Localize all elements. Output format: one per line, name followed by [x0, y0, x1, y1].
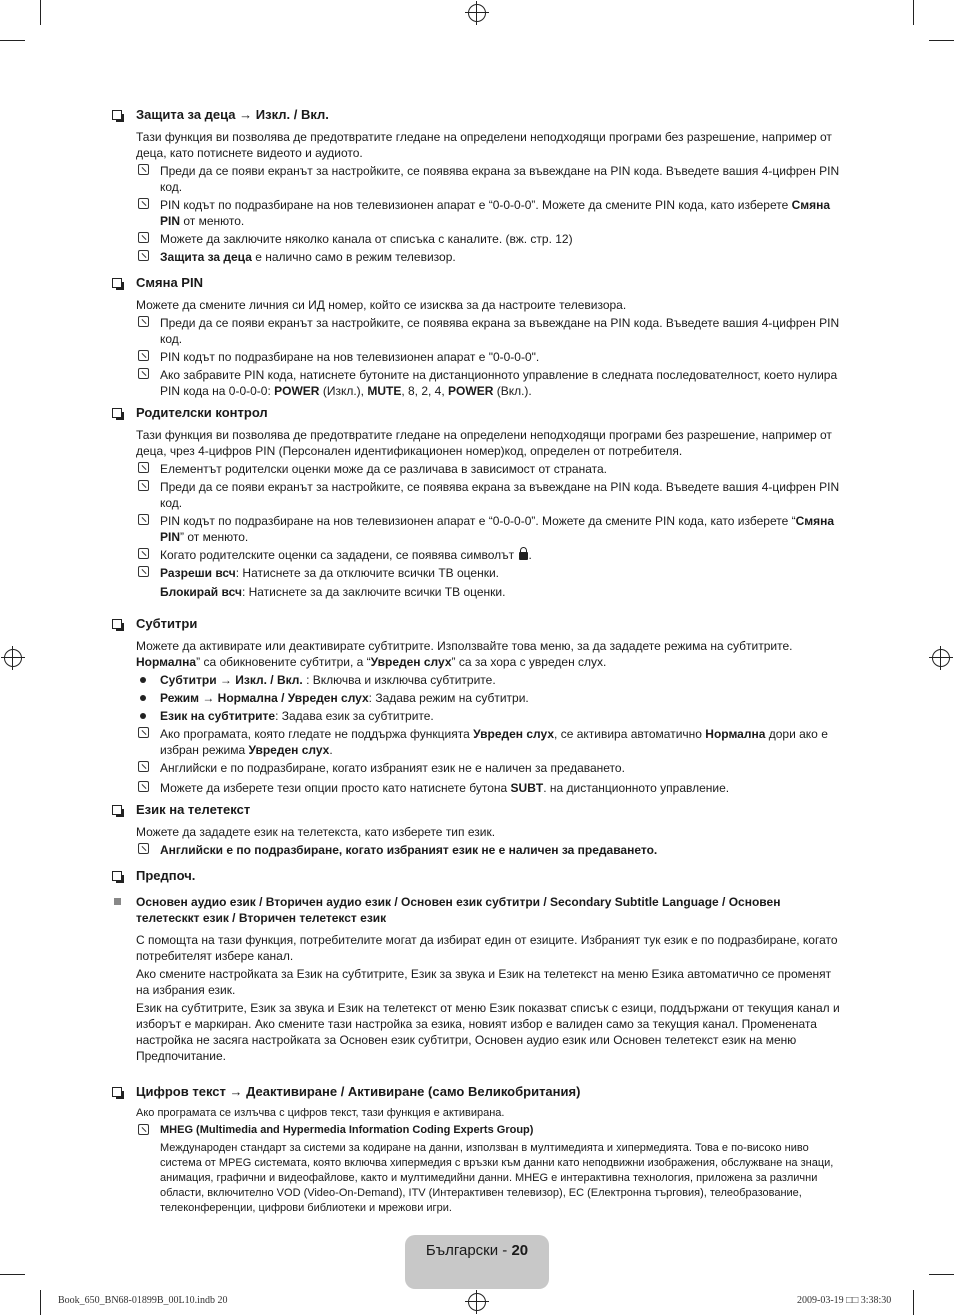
- bullet-icon: [140, 713, 146, 719]
- crop-mark: [929, 1274, 954, 1275]
- note-continuation: Блокирай всч: Натиснете за да заключите всички ТВ оценки.: [160, 585, 506, 599]
- note-icon: [138, 727, 149, 738]
- note-icon: [138, 164, 149, 175]
- note: PIN кодът по подразбиране на нов телевизионен апарат е “0-0-0-0”. Можете да смените PIN кода, като изберете Смяна PIN от менюто.: [110, 197, 845, 229]
- note-icon: [138, 368, 149, 379]
- section-title: Цифров текст → Деактивиране / Активиране (само Великобритания): [110, 1084, 845, 1100]
- note: Преди да се появи екранът за настройките, се появява екрана за въвеждане на PIN кода. Въведете вашия 4-цифрен PIN код.: [110, 163, 845, 195]
- checkbox-bullet-icon: [112, 408, 122, 418]
- note: Английски е по подразбиране, когато избраният език не е наличен за предаването.: [110, 842, 845, 858]
- footer-timestamp: 2009-03-19 □□ 3:38:30: [797, 1295, 892, 1306]
- section-description: Можете да смените личния си ИД номер, който се изисква за да настроите телевизора.: [136, 298, 627, 312]
- note-icon: [138, 232, 149, 243]
- bullet-item: Субтитри → Изкл. / Вкл. : Включва и изключва субтитрите.: [110, 672, 845, 688]
- section-description: Ако програмата се излъчва с цифров текст, тази функция е активирана.: [136, 1107, 505, 1119]
- crop-mark: [913, 0, 914, 25]
- note: PIN кодът по подразбиране на нов телевизионен апарат е "0-0-0-0".: [110, 349, 845, 365]
- note-description: Международен стандарт за системи за кодиране на данни, използван в мултимедията и хипермедията. Това е по-високо ниво система от MPEG системата, която включва хипермедия с връзки към данни като неподвижни изображения, обслужване на знаци, анимация, графични и видеофайлове, както и мултимедийни данни. MHEG е интерактивна технология, приложена за различни области, включително VOD (Video-On-Demand), ITV (Интерактивен телевизор), EC (Електронна търговия), телеобразование, телеконференции, цифрови библиотеки и мрежови игри.: [160, 1142, 834, 1214]
- checkbox-bullet-icon: [112, 619, 122, 629]
- section-title: Предпоч.: [110, 868, 845, 884]
- paragraph: С помощта на тази функция, потребителите могат да избират един от езиците. Избраният тук език е по подразбиране, когато потребителят избере канал.: [136, 933, 838, 963]
- checkbox-bullet-icon: [112, 278, 122, 288]
- crop-mark: [929, 40, 954, 41]
- note-icon: [138, 761, 149, 772]
- registration-mark-icon: [932, 649, 950, 667]
- note-icon: [138, 548, 149, 559]
- checkbox-bullet-icon: [112, 110, 122, 120]
- note: MHEG (Multimedia and Hypermedia Information Coding Experts Group): [110, 1123, 845, 1138]
- note: Английски е по подразбиране, когато избраният език не е наличен за предаването.: [110, 760, 845, 776]
- note-icon: [138, 781, 149, 792]
- note: Разреши всч: Натиснете за да отключите всички ТВ оценки.: [110, 565, 845, 581]
- registration-mark-icon: [468, 4, 486, 22]
- note: Елементът родителски оценки може да се различава в зависимост от страната.: [110, 461, 845, 477]
- section-description: Тази функция ви позволява де предотвратите гледане на определени неподходящи програми без разрешение, например от деца, чрез 4-цифров PIN (Персонален идентификационен номер)код, определен от потребителя.: [136, 428, 832, 458]
- registration-mark-icon: [4, 649, 22, 667]
- section-title: Смяна PIN: [110, 275, 845, 291]
- registration-mark-icon: [468, 1293, 486, 1311]
- option-heading: Основен аудио език / Вторичен аудио език / Основен език субтитри / Secondary Subtitle Language / Основен телетесккт език / Вторичен телетекст език: [110, 894, 845, 926]
- crop-mark: [0, 1274, 25, 1275]
- note-icon: [138, 316, 149, 327]
- page-language: Български -: [425, 1242, 512, 1259]
- section-title: Родителски контрол: [110, 405, 845, 421]
- note-icon: [138, 1124, 149, 1135]
- note-icon: [138, 566, 149, 577]
- checkbox-bullet-icon: [112, 871, 122, 881]
- page-number-badge: [405, 1235, 549, 1289]
- checkbox-bullet-icon: [112, 805, 122, 815]
- note: Защита за деца е налично само в режим телевизор.: [110, 249, 845, 265]
- footer-file-info: Book_650_BN68-01899B_00L10.indb 20: [58, 1295, 228, 1306]
- crop-mark: [40, 0, 41, 25]
- note-icon: [138, 350, 149, 361]
- section-description: Тази функция ви позволява де предотвратите гледане на определени неподходящи програми без разрешение, например от деца, като потиснете видеото и аудиото.: [136, 130, 832, 160]
- bullet-item: Език на субтитрите: Задава език за субтитрите.: [110, 708, 845, 724]
- crop-mark: [0, 40, 25, 41]
- bullet-item: Режим → Нормална / Увреден слух: Задава режим на субтитри.: [110, 690, 845, 706]
- note: Преди да се появи екранът за настройките, се появява екрана за въвеждане на PIN кода. Въведете вашия 4-цифрен PIN код.: [110, 479, 845, 511]
- note: Ако забравите PIN кода, натиснете бутоните на дистанционното управление в следната последователност, което нулира PIN кода на 0-0-0-0: POWER (Изкл.), MUTE, 8, 2, 4, POWER (Вкл.).: [110, 367, 845, 399]
- note-icon: [138, 198, 149, 209]
- note-icon: [138, 843, 149, 854]
- note-icon: [138, 250, 149, 261]
- checkbox-bullet-icon: [112, 1087, 122, 1097]
- note: Можете да заключите няколко канала от списъка с каналите. (вж. стр. 12): [110, 231, 845, 247]
- note-icon: [138, 480, 149, 491]
- crop-mark: [913, 1290, 914, 1315]
- paragraph: Език на субтитрите, Език за звука и Език на телетекст от меню Език показват списък с езици, поддържани от текущия канал и изборът е маркиран. Ако смените тази настройка за езика, новият избор е валиден само за текущия канал. Променената настройка не засяга настройката за Основен език субтитри, Основен аудио език или Основен телетекст език на меню Предпочитание.: [136, 1001, 840, 1063]
- note-icon: [138, 514, 149, 525]
- section-title: Защита за деца → Изкл. / Вкл.: [110, 107, 845, 123]
- section-description: Можете да зададете език на телетекста, като изберете тип език.: [136, 825, 496, 839]
- note: Когато родителските оценки са зададени, се появява символът .: [110, 547, 845, 563]
- note: Можете да изберете тези опции просто като натиснете бутона SUBT. на дистанционното управление.: [110, 780, 845, 796]
- note: Ако програмата, която гледате не поддържа функцията Увреден слух, се активира автоматично Нормална дори ако е избран режима Увреден слух.: [110, 726, 845, 758]
- note-icon: [138, 462, 149, 473]
- section-title: Език на телетекст: [110, 802, 845, 818]
- paragraph: Ако смените настройката за Език на субтитрите, Език за звука и Език на телетекст на меню Езика автоматично се променят на избрания език.: [136, 967, 832, 997]
- manual-content: [110, 107, 845, 1218]
- note: PIN кодът по подразбиране на нов телевизионен апарат е “0-0-0-0”. Можете да смените PIN кода, като изберете “Смяна PIN” от менюто.: [110, 513, 845, 545]
- square-bullet-icon: [114, 898, 121, 905]
- bullet-icon: [140, 677, 146, 683]
- crop-mark: [40, 1290, 41, 1315]
- page-number: 20: [511, 1242, 529, 1259]
- lock-icon: [519, 552, 528, 560]
- bullet-icon: [140, 695, 146, 701]
- section-description: Можете да активирате или деактивирате субтитрите. Използвайте това меню, за да зададете режима на субтитрите. Нормална” са обикновените субтитри, а “Увреден слух” са за хора с увреден слух.: [136, 639, 793, 669]
- section-title: Субтитри: [110, 616, 845, 632]
- note: Преди да се появи екранът за настройките, се появява екрана за въвеждане на PIN кода. Въведете вашия 4-цифрен PIN код.: [110, 315, 845, 347]
